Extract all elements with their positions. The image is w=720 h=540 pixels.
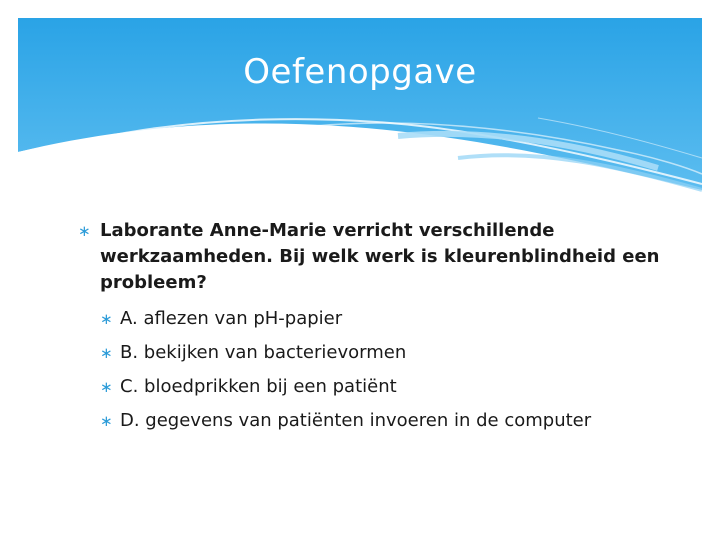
option-text: A. aflezen van pH-papier — [120, 308, 343, 329]
question-bullet — [78, 218, 678, 296]
answer-option-b — [100, 336, 678, 370]
answer-options-list — [100, 302, 678, 438]
slide-title: Oefenopgave — [243, 52, 477, 92]
bullet-icon: ∗ — [78, 222, 91, 240]
answer-option-a — [100, 302, 678, 336]
bullet-icon: ∗ — [100, 344, 113, 362]
bullet-icon: ∗ — [100, 412, 113, 430]
slide-content — [78, 218, 678, 438]
answer-option-c — [100, 370, 678, 404]
bullet-icon: ∗ — [100, 378, 113, 396]
banner-wave-graphic — [18, 18, 702, 198]
title-banner — [18, 18, 702, 198]
option-text: B. bekijken van bacterievormen — [120, 342, 407, 363]
option-text: C. bloedprikken bij een patiënt — [120, 376, 397, 397]
question-text: Laborante Anne-Marie verricht verschillende werkzaamheden. Bij welk werk is kleurenblindheid een probleem? — [100, 220, 660, 293]
answer-option-d — [100, 404, 678, 438]
option-text: D. gegevens van patiënten invoeren in de computer — [120, 410, 592, 431]
bullet-icon: ∗ — [100, 310, 113, 328]
